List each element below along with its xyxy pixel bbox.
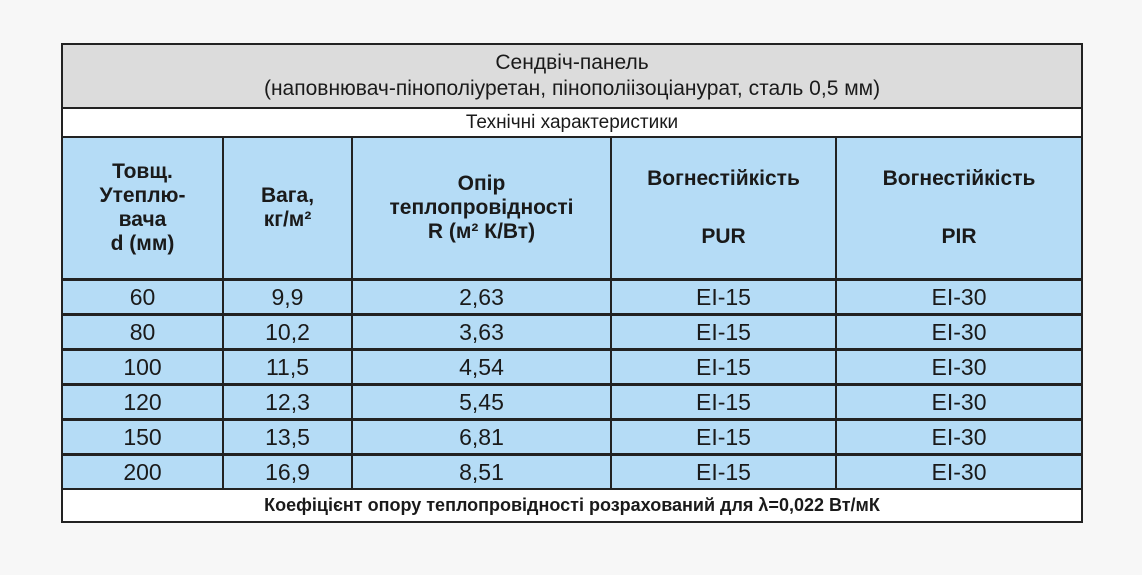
header-thickness-line4: d (мм) bbox=[110, 232, 175, 255]
cell-fire-pir: EI-30 bbox=[836, 350, 1082, 385]
header-resistance-line1: Опір bbox=[457, 172, 506, 195]
header-fire-pur-line2: PUR bbox=[701, 225, 746, 248]
cell-weight: 13,5 bbox=[223, 420, 352, 455]
cell-resistance: 8,51 bbox=[352, 455, 611, 490]
cell-fire-pur: EI-15 bbox=[611, 350, 836, 385]
table-footnote: Коефіцієнт опору теплопровідності розрахований для λ=0,022 Вт/мК bbox=[62, 489, 1082, 522]
cell-resistance: 4,54 bbox=[352, 350, 611, 385]
cell-fire-pir: EI-30 bbox=[836, 280, 1082, 315]
table-row bbox=[62, 315, 1082, 350]
table-row bbox=[62, 420, 1082, 455]
cell-fire-pir: EI-30 bbox=[836, 455, 1082, 490]
header-fire-pir-line1: Вогнестійкість bbox=[882, 167, 1036, 190]
cell-thickness: 100 bbox=[62, 350, 223, 385]
cell-thickness: 200 bbox=[62, 455, 223, 490]
cell-weight: 12,3 bbox=[223, 385, 352, 420]
table-subtitle: Технічні характеристики bbox=[62, 108, 1082, 137]
cell-resistance: 3,63 bbox=[352, 315, 611, 350]
cell-fire-pir: EI-30 bbox=[836, 315, 1082, 350]
cell-resistance: 2,63 bbox=[352, 280, 611, 315]
header-thickness bbox=[62, 137, 223, 280]
header-thickness-line2: Утеплю- bbox=[99, 184, 186, 207]
cell-fire-pur: EI-15 bbox=[611, 280, 836, 315]
cell-resistance: 5,45 bbox=[352, 385, 611, 420]
cell-fire-pir: EI-30 bbox=[836, 420, 1082, 455]
header-resistance bbox=[352, 137, 611, 280]
cell-thickness: 120 bbox=[62, 385, 223, 420]
spec-table-container bbox=[61, 43, 1081, 523]
cell-fire-pir: EI-30 bbox=[836, 385, 1082, 420]
cell-fire-pur: EI-15 bbox=[611, 385, 836, 420]
cell-fire-pur: EI-15 bbox=[611, 315, 836, 350]
table-row bbox=[62, 455, 1082, 490]
cell-resistance: 6,81 bbox=[352, 420, 611, 455]
table-title-line2: (наповнювач-пінополіуретан, пінополіізоціанурат, сталь 0,5 мм) bbox=[263, 77, 881, 100]
cell-weight: 16,9 bbox=[223, 455, 352, 490]
cell-thickness: 150 bbox=[62, 420, 223, 455]
cell-fire-pur: EI-15 bbox=[611, 455, 836, 490]
header-fire-pir-line2: PIR bbox=[941, 225, 977, 248]
header-fire-pur-line1: Вогнестійкість bbox=[647, 167, 800, 190]
header-resistance-line3: R (м² К/Вт) bbox=[427, 220, 536, 243]
cell-weight: 11,5 bbox=[223, 350, 352, 385]
table-row bbox=[62, 280, 1082, 315]
header-weight-line2: кг/м² bbox=[263, 208, 312, 231]
header-fire-pir bbox=[836, 137, 1082, 280]
header-thickness-line3: вача bbox=[118, 208, 167, 231]
cell-weight: 9,9 bbox=[223, 280, 352, 315]
table-row bbox=[62, 350, 1082, 385]
header-thickness-line1: Товщ. bbox=[112, 160, 173, 183]
table-title-line1: Сендвіч-панель bbox=[495, 51, 649, 74]
table-row bbox=[62, 385, 1082, 420]
cell-weight: 10,2 bbox=[223, 315, 352, 350]
cell-thickness: 60 bbox=[62, 280, 223, 315]
table-title bbox=[62, 44, 1082, 108]
sandwich-panel-spec-table bbox=[61, 43, 1083, 523]
cell-fire-pur: EI-15 bbox=[611, 420, 836, 455]
header-weight bbox=[223, 137, 352, 280]
header-weight-line1: Вага, bbox=[260, 184, 315, 207]
header-resistance-line2: теплопровідності bbox=[389, 196, 574, 219]
cell-thickness: 80 bbox=[62, 315, 223, 350]
header-fire-pur bbox=[611, 137, 836, 280]
